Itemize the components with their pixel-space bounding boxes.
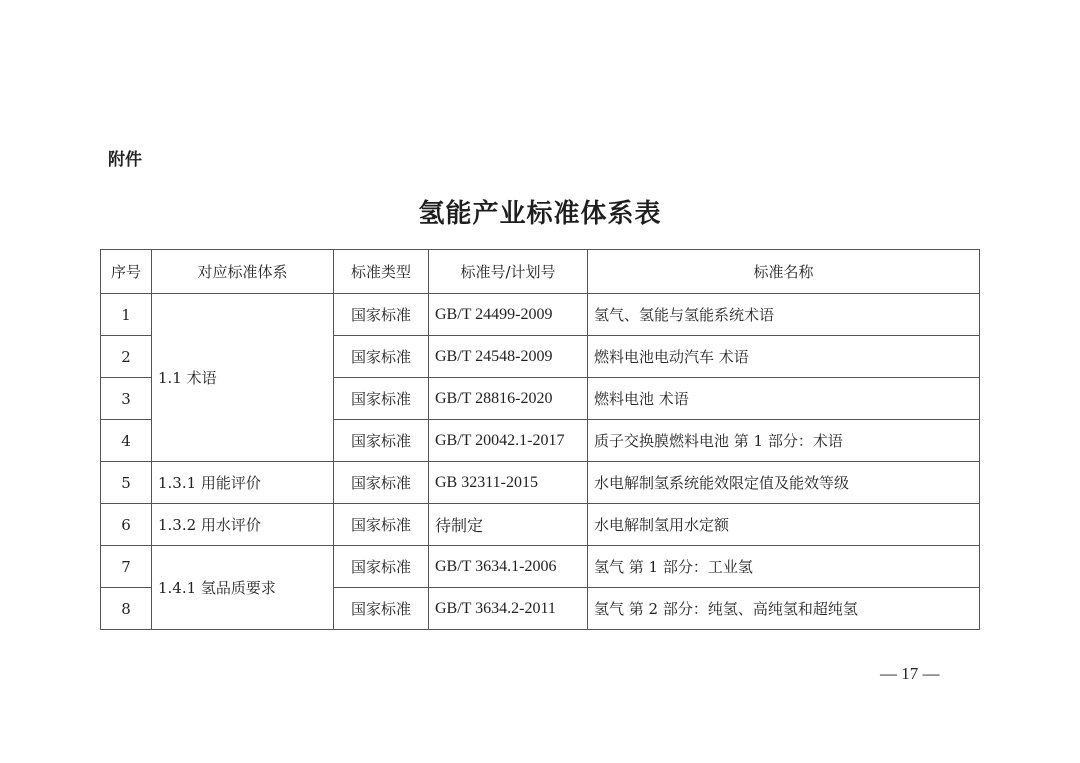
row-type: 国家标准 — [334, 546, 429, 588]
row-system: 1.1 术语 — [152, 294, 334, 462]
page-number: — 17 — — [880, 664, 940, 683]
table-row — [101, 294, 980, 336]
row-name: 燃料电池电动汽车 术语 — [588, 336, 980, 378]
row-system: 1.4.1 氢品质要求 — [152, 546, 334, 630]
row-code: 待制定 — [429, 504, 588, 546]
header-type: 标准类型 — [334, 250, 429, 294]
row-type: 国家标准 — [334, 378, 429, 420]
row-serial: 4 — [101, 420, 152, 462]
row-system: 1.3.1 用能评价 — [152, 462, 334, 504]
row-type: 国家标准 — [334, 420, 429, 462]
row-code: GB 32311-2015 — [429, 462, 588, 504]
row-name: 水电解制氢系统能效限定值及能效等级 — [588, 462, 980, 504]
table-row — [101, 546, 980, 588]
row-code: GB/T 20042.1-2017 — [429, 420, 588, 462]
table-row — [101, 462, 980, 504]
row-code: GB/T 3634.1-2006 — [429, 546, 588, 588]
row-name: 质子交换膜燃料电池 第 1 部分：术语 — [588, 420, 980, 462]
row-code: GB/T 28816-2020 — [429, 378, 588, 420]
row-serial: 8 — [101, 588, 152, 630]
row-name: 氢气 第 1 部分：工业氢 — [588, 546, 980, 588]
header-system: 对应标准体系 — [152, 250, 334, 294]
row-type: 国家标准 — [334, 294, 429, 336]
row-name: 氢气、氢能与氢能系统术语 — [588, 294, 980, 336]
row-type: 国家标准 — [334, 462, 429, 504]
row-type: 国家标准 — [334, 336, 429, 378]
row-type: 国家标准 — [334, 588, 429, 630]
standards-table — [100, 249, 980, 630]
row-name: 氢气 第 2 部分：纯氢、高纯氢和超纯氢 — [588, 588, 980, 630]
annex-label: 附件 — [108, 150, 142, 170]
row-serial: 5 — [101, 462, 152, 504]
row-code: GB/T 3634.2-2011 — [429, 588, 588, 630]
table-row — [101, 504, 980, 546]
row-serial: 3 — [101, 378, 152, 420]
header-name: 标准名称 — [588, 250, 980, 294]
row-system: 1.3.2 用水评价 — [152, 504, 334, 546]
row-serial: 7 — [101, 546, 152, 588]
row-type: 国家标准 — [334, 504, 429, 546]
row-serial: 1 — [101, 294, 152, 336]
row-serial: 6 — [101, 504, 152, 546]
row-code: GB/T 24548-2009 — [429, 336, 588, 378]
row-serial: 2 — [101, 336, 152, 378]
row-code: GB/T 24499-2009 — [429, 294, 588, 336]
header-code: 标准号/计划号 — [429, 250, 588, 294]
page-title: 氢能产业标准体系表 — [418, 199, 662, 229]
row-name: 燃料电池 术语 — [588, 378, 980, 420]
table-header-row — [101, 250, 980, 294]
row-name: 水电解制氢用水定额 — [588, 504, 980, 546]
header-serial: 序号 — [101, 250, 152, 294]
